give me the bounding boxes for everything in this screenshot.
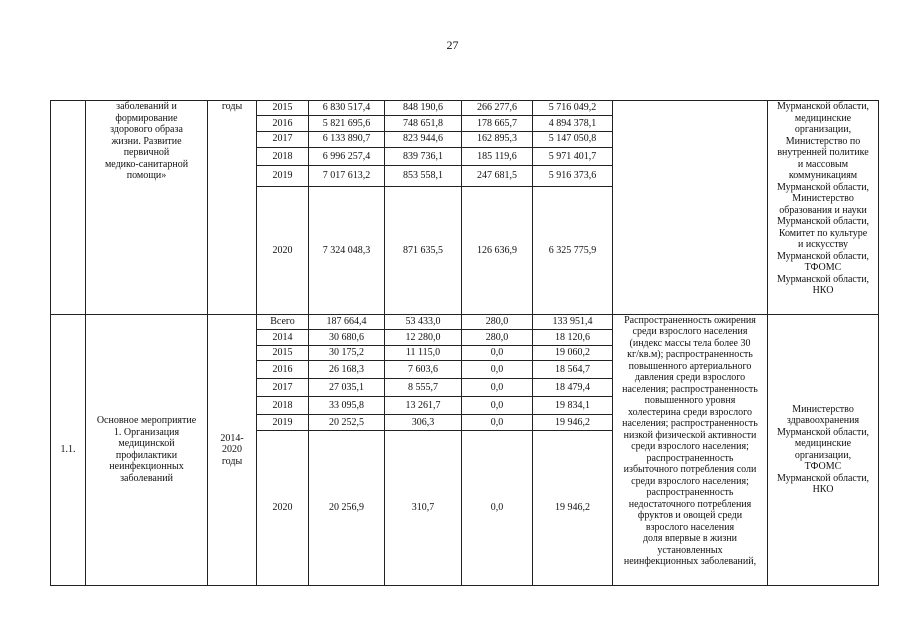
source4-cell: 5 147 050,8 (533, 131, 613, 147)
year-cell: 2014 (257, 330, 309, 345)
total-cell: 5 821 695,6 (309, 116, 385, 131)
total-cell: 30 175,2 (309, 345, 385, 360)
source3-cell: 0,0 (462, 360, 533, 378)
year-cell: 2018 (257, 147, 309, 165)
total-cell: 6 996 257,4 (309, 147, 385, 165)
period-cell: 2014- 2020 годы (208, 314, 257, 585)
source2-cell: 12 280,0 (385, 330, 462, 345)
source3-cell: 266 277,6 (462, 101, 533, 116)
source4-cell: 18 120,6 (533, 330, 613, 345)
source2-cell: 8 555,7 (385, 379, 462, 397)
source4-cell: 133 951,4 (533, 314, 613, 329)
activity-name-cell: Основное мероприятие 1. Организация медицинской профилактики неинфекционных заболеваний (86, 314, 208, 585)
source2-cell: 306,3 (385, 414, 462, 430)
page-number: 27 (446, 38, 459, 52)
year-cell: 2017 (257, 131, 309, 147)
source2-cell: 310,7 (385, 431, 462, 586)
source2-cell: 871 635,5 (385, 186, 462, 314)
year-cell: 2019 (257, 414, 309, 430)
source2-cell: 13 261,7 (385, 397, 462, 414)
total-cell: 33 095,8 (309, 397, 385, 414)
year-cell: 2017 (257, 379, 309, 397)
source2-cell: 823 944,6 (385, 131, 462, 147)
source4-cell: 5 916 373,6 (533, 166, 613, 186)
year-cell: 2018 (257, 397, 309, 414)
indicators-cell: Распространенность ожирения среди взрослого населения (индекс массы тела более 30 кг/кв.м); распространенность повышенного артериального давления среди взрослого населения; распространенность повышенного уровня холестерина среди взрослого населения; распространенность низкой физической активности среди взрослого населения; распространенность избыточного потребления соли среди взрослого населения; распространенность недостаточного потребления фруктов и овощей среди взрослого населения доля впервые в жизни установленных неинфекционных заболеваний, (613, 314, 768, 585)
source2-cell: 748 651,8 (385, 116, 462, 131)
source4-cell: 5 716 049,2 (533, 101, 613, 116)
table-row (51, 101, 879, 116)
source3-cell: 247 681,5 (462, 166, 533, 186)
source4-cell: 19 946,2 (533, 414, 613, 430)
year-cell: 2016 (257, 360, 309, 378)
total-cell: 20 256,9 (309, 431, 385, 586)
source4-cell: 6 325 775,9 (533, 186, 613, 314)
year-cell: Всего (257, 314, 309, 329)
total-cell: 6 133 890,7 (309, 131, 385, 147)
source3-cell: 0,0 (462, 431, 533, 586)
source3-cell: 162 895,3 (462, 131, 533, 147)
year-cell: 2015 (257, 101, 309, 116)
source4-cell: 18 564,7 (533, 360, 613, 378)
indicators-cell (613, 101, 768, 315)
source3-cell: 126 636,9 (462, 186, 533, 314)
source3-cell: 0,0 (462, 379, 533, 397)
source2-cell: 53 433,0 (385, 314, 462, 329)
period-cell: годы (208, 101, 257, 315)
row-number-cell: 1.1. (51, 314, 86, 585)
table-row (51, 314, 879, 329)
source2-cell: 839 736,1 (385, 147, 462, 165)
source3-cell: 280,0 (462, 314, 533, 329)
year-cell: 2020 (257, 431, 309, 586)
source2-cell: 7 603,6 (385, 360, 462, 378)
source3-cell: 0,0 (462, 345, 533, 360)
executors-cell: Министерство здравоохранения Мурманской области, медицинские организации, ТФОМС Мурманской области, НКО (768, 314, 879, 585)
source4-cell: 4 894 378,1 (533, 116, 613, 131)
source4-cell: 19 060,2 (533, 345, 613, 360)
executors-cell: Мурманской области, медицинские организации, Министерство по внутренней политике и массовым коммуникациям Мурманской области, Министерство образования и науки Мурманской области, Комитет по культуре и искусству Мурманской области, ТФОМС Мурманской области, НКО (768, 101, 879, 315)
source2-cell: 11 115,0 (385, 345, 462, 360)
source4-cell: 19 946,2 (533, 431, 613, 586)
source3-cell: 0,0 (462, 397, 533, 414)
total-cell: 7 017 613,2 (309, 166, 385, 186)
source4-cell: 18 479,4 (533, 379, 613, 397)
total-cell: 27 035,1 (309, 379, 385, 397)
total-cell: 30 680,6 (309, 330, 385, 345)
source3-cell: 0,0 (462, 414, 533, 430)
total-cell: 26 168,3 (309, 360, 385, 378)
source3-cell: 280,0 (462, 330, 533, 345)
activity-name-cell: заболеваний и формирование здорового образа жизни. Развитие первичной медико-санитарной помощи» (86, 101, 208, 315)
total-cell: 20 252,5 (309, 414, 385, 430)
row-number-cell (51, 101, 86, 315)
total-cell: 187 664,4 (309, 314, 385, 329)
source3-cell: 178 665,7 (462, 116, 533, 131)
source3-cell: 185 119,6 (462, 147, 533, 165)
source4-cell: 5 971 401,7 (533, 147, 613, 165)
program-table (50, 100, 879, 586)
source2-cell: 848 190,6 (385, 101, 462, 116)
year-cell: 2020 (257, 186, 309, 314)
source2-cell: 853 558,1 (385, 166, 462, 186)
year-cell: 2015 (257, 345, 309, 360)
year-cell: 2019 (257, 166, 309, 186)
total-cell: 6 830 517,4 (309, 101, 385, 116)
source4-cell: 19 834,1 (533, 397, 613, 414)
year-cell: 2016 (257, 116, 309, 131)
total-cell: 7 324 048,3 (309, 186, 385, 314)
